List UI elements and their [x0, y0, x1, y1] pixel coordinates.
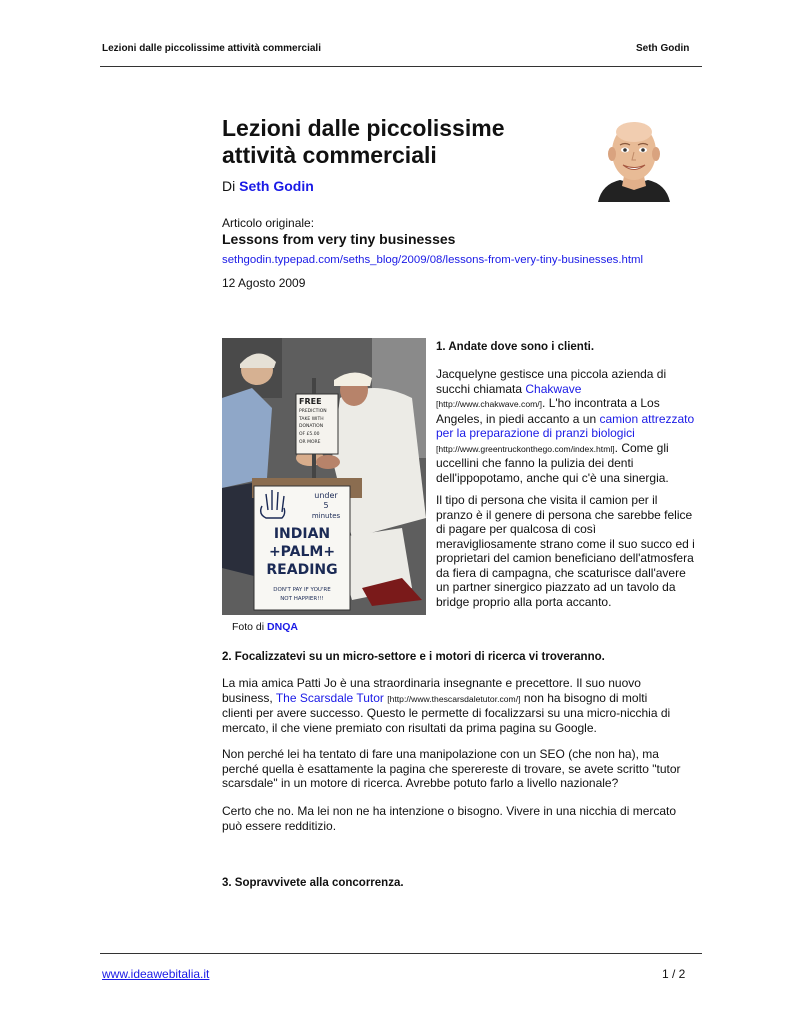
s2p3-line: può essere redditizio.: [222, 818, 337, 833]
section-3-heading: 3. Sopravvivete alla concorrenza.: [222, 877, 404, 889]
section-2-heading: 2. Focalizzatevi su un micro-settore e i motori di ricerca vi troveranno.: [222, 651, 605, 663]
original-url-link[interactable]: sethgodin.typepad.com/seths_blog/2009/08/lessons-from-very-tiny-businesses.html: [222, 254, 644, 266]
sign1-line-5: OF £5.00: [299, 432, 320, 437]
s1p2-line: proprietari del camion beneficiano dell'atmosfera: [436, 551, 694, 565]
title-line-2: attività commerciali: [222, 142, 437, 168]
s2p2-line: scarsdale" in un motore di ricerca. Avrebbe potuto farlo a livello nazionale?: [222, 776, 619, 790]
green-truck-link-cont[interactable]: per la preparazione di pranzi biologici: [436, 426, 635, 440]
s2p1-line: La mia amica Patti Jo è una straordinaria insegnante e precettore. Il suo nuovo: [222, 676, 641, 690]
sign2-indian: INDIAN: [273, 526, 331, 542]
original-title: Lessons from very tiny businesses: [222, 231, 456, 247]
scarsdale-url: [http://www.thescarsdaletutor.com/]: [387, 693, 521, 704]
page-title: [222, 115, 582, 169]
s1p2-line: un partner sinergico piazzato ad un tavolo da: [436, 580, 676, 594]
caption-prefix: Foto di: [232, 621, 265, 633]
article-date: 12 Agosto 2009: [222, 276, 306, 290]
original-label: Articolo originale:: [222, 216, 315, 230]
sign2-palm: +PALM+: [268, 544, 336, 560]
byline: [222, 178, 314, 194]
sign1-line-1: FREE: [299, 397, 322, 406]
section-2-paragraph-1: [222, 676, 702, 735]
sign1-line-4: DONATION: [299, 424, 324, 429]
sign2-minutes: minutes: [311, 512, 341, 520]
s1p1-line-7: uccellini che fanno la pulizia dei denti: [436, 456, 634, 470]
photo-caption: [232, 621, 298, 633]
sign2-five: 5: [323, 501, 329, 510]
s1p1-line-6: [http://www.greentruckonthego.com/index.html]. Come gli: [436, 440, 669, 455]
author-photo: [596, 118, 672, 202]
s1p1-line-3: [http://www.chakwave.com/]. L'ho incontrata a Los: [436, 396, 660, 410]
section-1-paragraph-1: [436, 367, 706, 485]
scarsdale-tutor-link[interactable]: The Scarsdale Tutor: [275, 690, 384, 705]
footer-rule: [100, 953, 702, 954]
s1p2-line: meravigliosamente strano come il suo succo ed i: [436, 536, 695, 551]
chakwave-link[interactable]: Chakwave: [525, 381, 582, 396]
section-2-paragraph-3: [222, 804, 702, 833]
s2p3-line: Certo che no. Ma lei non ne ha intenzione o bisogno. Vivere in una nicchia di mercato: [222, 804, 677, 818]
s2p2-line: perché quella è esattamente la pagina che sperereste di trovare, se avete scritto "tutor: [222, 761, 681, 776]
s1p2-line: bridge proprio alla porta accanto.: [436, 594, 612, 609]
author-link[interactable]: Seth Godin: [239, 178, 314, 194]
header-rule: [100, 66, 702, 67]
s1p1-line-4: Angeles, in piedi accanto a un camion attrezzato: [436, 411, 695, 426]
footer-site-link[interactable]: www.ideawebitalia.it: [102, 967, 210, 981]
section-1-paragraph-2: [436, 493, 706, 609]
s1p1-line-8: dell'ippopotamo, anche qui c'è una sinergia.: [436, 470, 669, 485]
chakwave-url: [http://www.chakwave.com/]: [436, 399, 543, 409]
s1p1-line-2: succhi chiamata Chakwave: [436, 381, 582, 396]
s2p1-line: business, The Scarsdale Tutor [http://www.thescarsdaletutor.com/] non ha bisogno di molti: [222, 690, 648, 705]
s1p2-line: di pagare per qualcosa di così: [436, 522, 597, 536]
header-author: Seth Godin: [636, 43, 690, 54]
s2p2-line: Non perché lei ha tentato di fare una manipolazione con un SEO (che non ha), ma: [222, 747, 659, 761]
sign2-reading: READING: [266, 562, 338, 578]
photo-author-link[interactable]: DNQA: [267, 621, 298, 633]
section-2-paragraph-2: [222, 747, 702, 791]
palm-reading-photo: [222, 338, 426, 615]
sign2-dont-pay: DON'T PAY IF YOU'RE: [273, 587, 331, 593]
green-truck-url: [http://www.greentruckonthego.com/index.html]: [436, 443, 615, 454]
sign2-under: under: [314, 491, 338, 500]
byline-prefix: Di: [222, 178, 236, 194]
s2p1-line: mercato, il che viene premiato con risultati da prima pagina su Google.: [222, 720, 597, 735]
sign2-not-happier: NOT HAPPIER!!!: [280, 596, 324, 602]
sign1-line-3: TAKE WITH: [299, 417, 324, 422]
header-doc-title: Lezioni dalle piccolissime attività commerciali: [102, 43, 321, 54]
s1p2-line: Il tipo di persona che visita il camion per il: [436, 493, 658, 507]
page-number: 1 / 2: [662, 967, 686, 981]
s1p2-line: pranzo è il genere di persona che sarebbe felice: [436, 507, 693, 522]
green-truck-link[interactable]: camion attrezzato: [599, 411, 695, 426]
section-1-heading: 1. Andate dove sono i clienti.: [436, 341, 595, 353]
s1p2-line: da fiera di campagna, che scaturisce dall'avere: [436, 565, 686, 580]
sign1-line-6: OR MORE: [299, 440, 321, 445]
s2p1-line: clienti per avere successo. Questo le permette di focalizzarsi su una micro-nicchia di: [222, 706, 671, 720]
s1p1-line-1: Jacquelyne gestisce una piccola azienda di: [436, 367, 667, 381]
title-line-1: Lezioni dalle piccolissime: [222, 115, 505, 141]
sign1-line-2: PREDICTION: [299, 409, 327, 414]
